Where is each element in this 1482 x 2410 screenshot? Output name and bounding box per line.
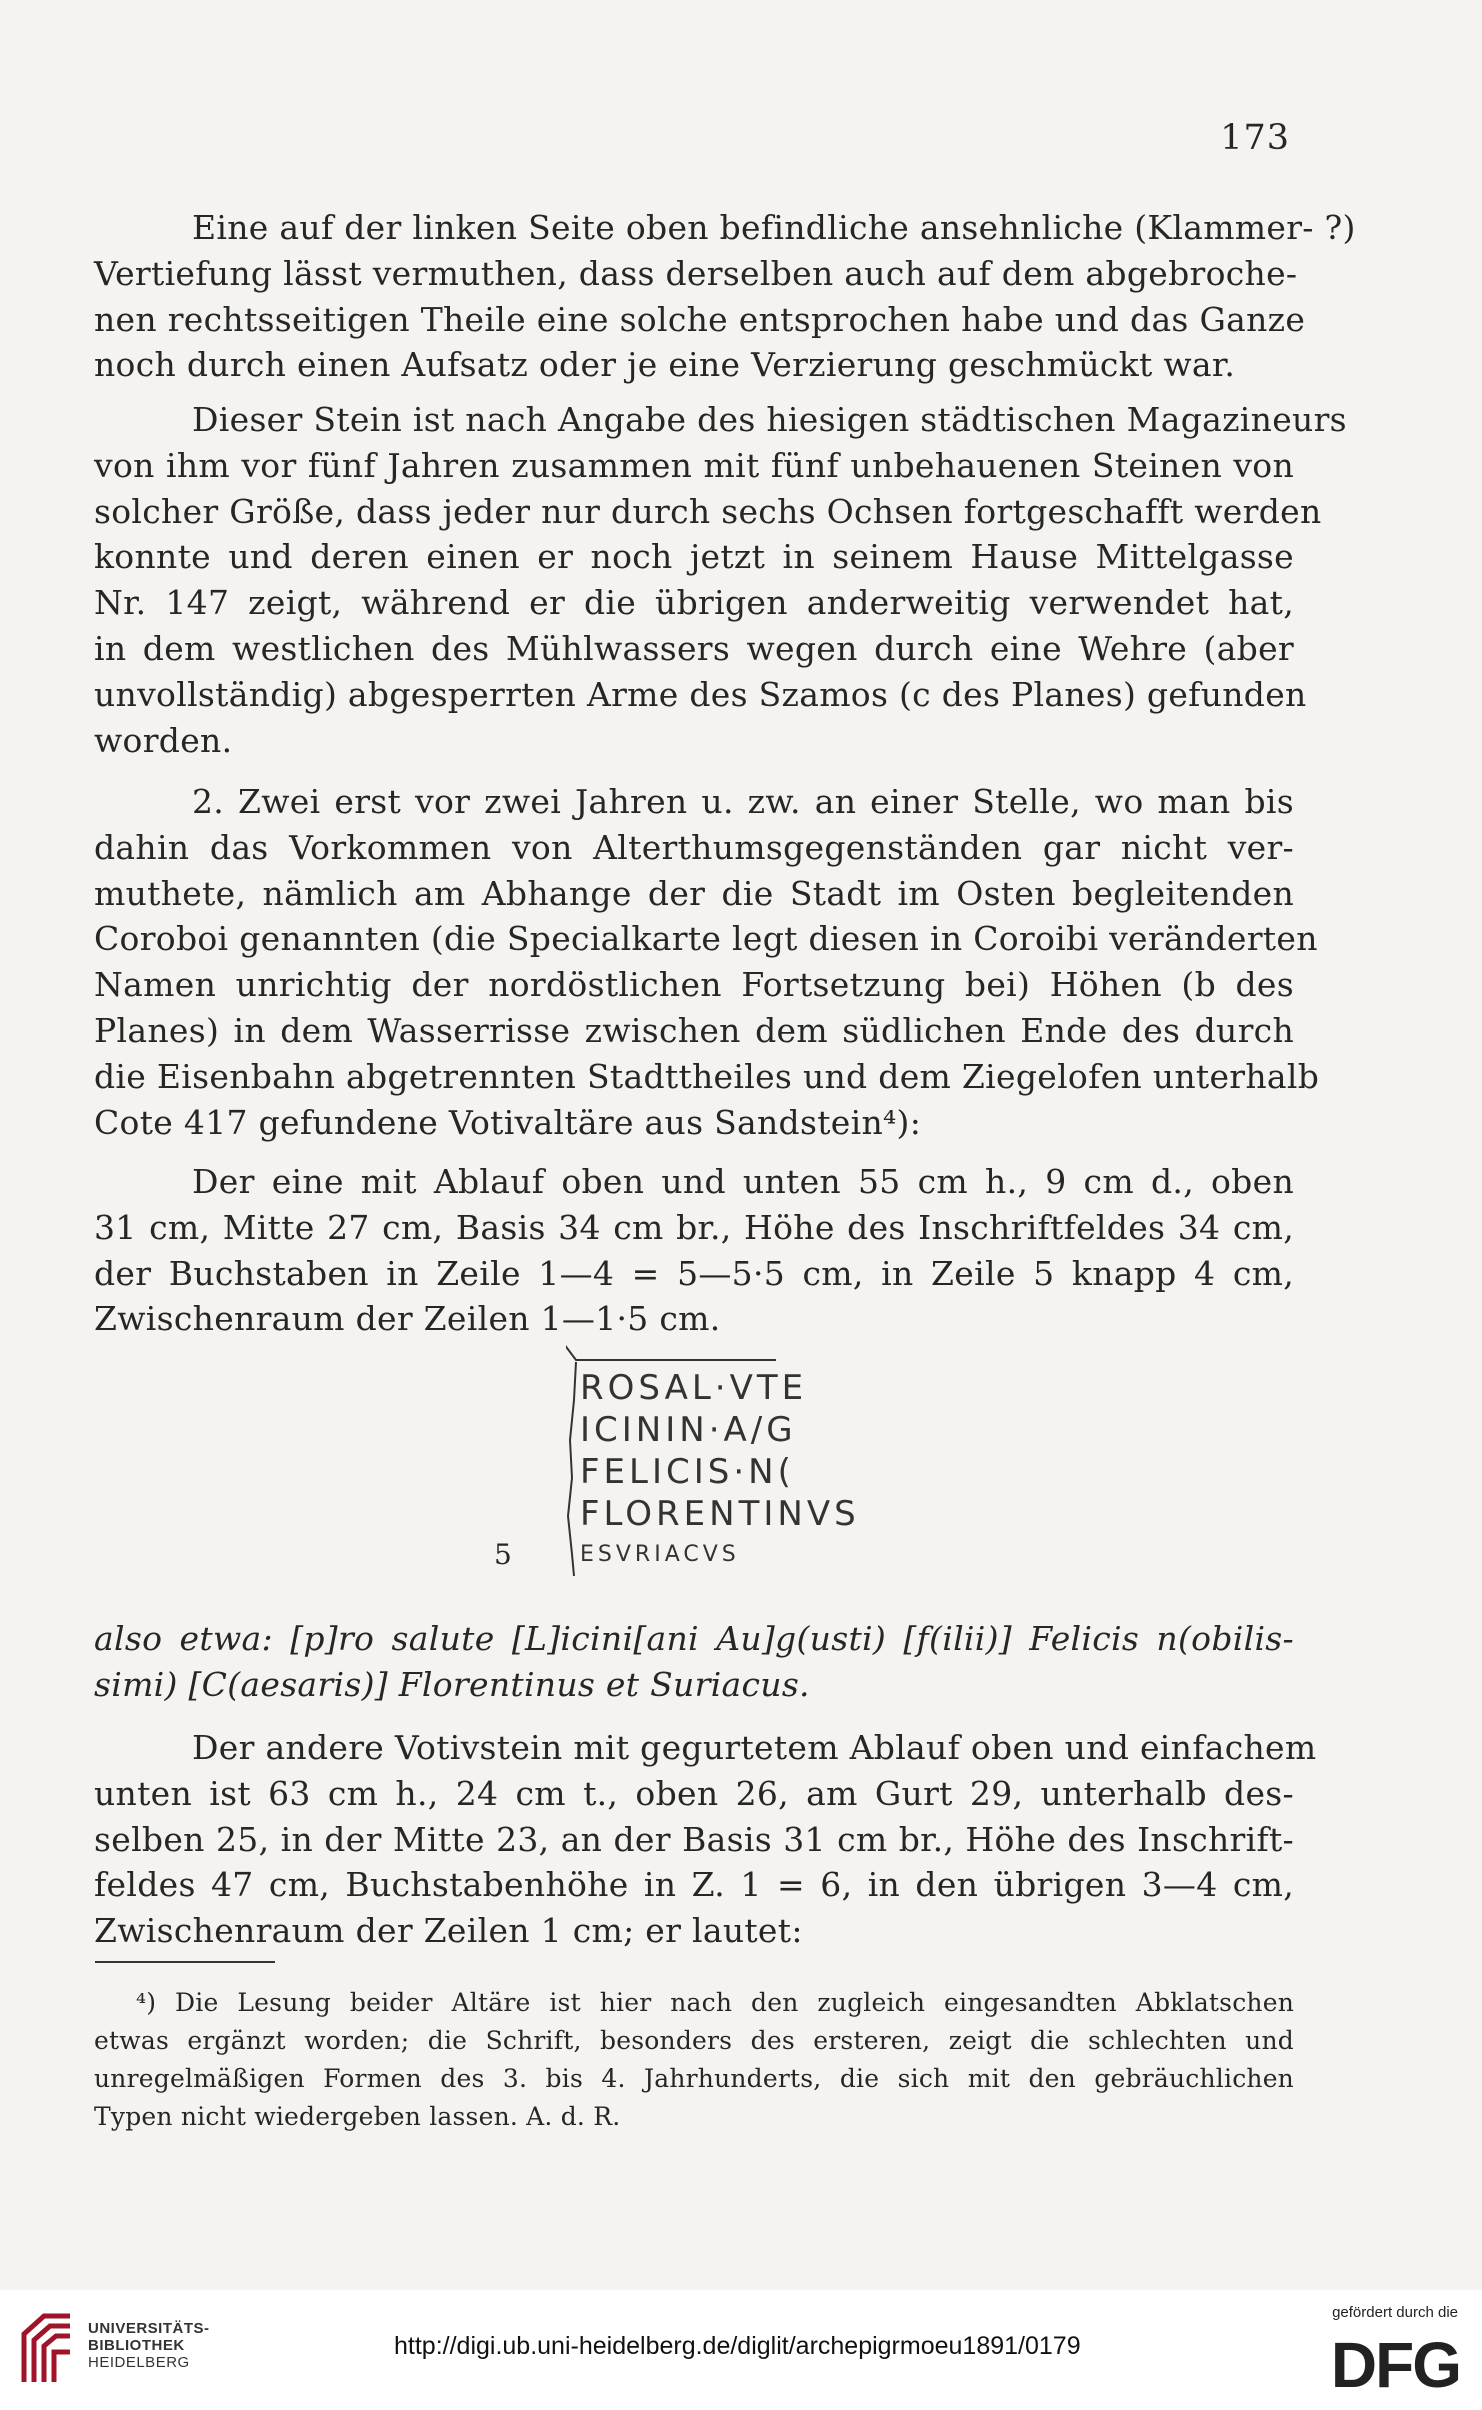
text-line: Nr. 147 zeigt, während er die übrigen anderweitig verwendet hat, <box>94 583 1294 623</box>
text-line: Vertiefung lässt vermuthen, dass derselben auch auf dem abgebroche- <box>94 253 1298 293</box>
text-line: solcher Größe, dass jeder nur durch sechs Ochsen fortgeschafft werden <box>94 491 1322 531</box>
inscription-line-5: ESVRIACVS <box>580 1542 740 1567</box>
inscription-line-2: ICININ·A/G <box>580 1410 797 1450</box>
text-line: von ihm vor fünf Jahren zusammen mit fünf unbehauenen Steinen von <box>94 445 1294 485</box>
text-line: simi) [C(aesaris)] Florentinus et Suriacus. <box>94 1664 810 1704</box>
text-line: Planes) in dem Wasserrisse zwischen dem südlichen Ende des durch <box>94 1010 1294 1050</box>
university-library-logo-icon <box>16 2312 78 2386</box>
footnote-line: unregelmäßigen Formen des 3. bis 4. Jahrhunderts, die sich mit den gebräuchlichen <box>94 2064 1294 2093</box>
text-line: muthete, nämlich am Abhange der die Stadt im Osten begleitenden <box>94 873 1294 913</box>
text-line: Der andere Votivstein mit gegurtetem Ablauf oben und einfachem <box>192 1728 1317 1767</box>
text-line: selben 25, in der Mitte 23, an der Basis 31 cm br., Höhe des Inschrift- <box>94 1819 1294 1859</box>
text-line: Coroboi genannten (die Specialkarte legt diesen in Coroibi veränderten <box>94 919 1318 959</box>
text-line: Eine auf der linken Seite oben befindliche ansehnliche (Klammer- ?) <box>192 208 1356 247</box>
text-line: unten ist 63 cm h., 24 cm t., oben 26, am Gurt 29, unterhalb des- <box>94 1773 1294 1813</box>
inscription-line-4: FLORENTINVS <box>580 1494 860 1534</box>
text-line: 2. Zwei erst vor zwei Jahren u. zw. an einer Stelle, wo man bis <box>192 782 1294 821</box>
dfg-logo: DFG <box>1330 2329 1460 2401</box>
footnote <box>94 1984 1294 2136</box>
paragraph-5 <box>94 1616 1294 1708</box>
inscription-figure <box>494 1340 860 1578</box>
inscription-line-number: 5 <box>494 1538 512 1571</box>
text-line: also etwa: [p]ro salute [L]icini[ani Au]g(usti) [f(ilii)] Felicis n(obilis- <box>94 1619 1294 1658</box>
page-number: 173 <box>1220 118 1290 158</box>
footnote-line: ⁴) Die Lesung beider Altäre ist hier nach den zugleich eingesandten Abklatschen <box>136 1988 1294 2017</box>
paragraph-6 <box>94 1725 1317 1954</box>
text-line: konnte und deren einen er noch jetzt in seinem Hause Mittelgasse <box>94 537 1294 577</box>
paragraph-3 <box>94 779 1320 1145</box>
text-line: der Buchstaben in Zeile 1—4 = 5—5·5 cm, in Zeile 5 knapp 4 cm, <box>94 1253 1294 1293</box>
footnote-line: Typen nicht wiedergeben lassen. A. d. R. <box>94 2102 621 2131</box>
text-line: Cote 417 gefundene Votivaltäre aus Sandstein⁴): <box>94 1102 922 1142</box>
paragraph-4 <box>94 1159 1294 1342</box>
funded-by-label: gefördert durch die <box>1332 2304 1458 2321</box>
text-line: in dem westlichen des Mühlwassers wegen durch eine Wehre (aber <box>94 628 1294 668</box>
footnote-line: etwas ergänzt worden; die Schrift, besonders des ersteren, zeigt die schlechten und <box>94 2026 1294 2055</box>
text-line: Namen unrichtig der nordöstlichen Fortsetzung bei) Höhen (b des <box>94 965 1294 1005</box>
text-line: 31 cm, Mitte 27 cm, Basis 34 cm br., Höhe des Inschriftfeldes 34 cm, <box>94 1207 1294 1247</box>
text-line: Zwischenraum der Zeilen 1 cm; er lautet: <box>94 1911 803 1951</box>
inscription-line-3: FELICIS·N( <box>580 1452 795 1492</box>
text-line: die Eisenbahn abgetrennten Stadttheiles und dem Ziegelofen unterhalb <box>94 1056 1320 1096</box>
library-line-3: HEIDELBERG <box>88 2354 190 2371</box>
library-name <box>88 2320 210 2371</box>
paragraph-1 <box>94 205 1356 388</box>
footnote-divider <box>95 1961 275 1963</box>
text-line: feldes 47 cm, Buchstabenhöhe in Z. 1 = 6, in den übrigen 3—4 cm, <box>94 1865 1294 1905</box>
text-line: Zwischenraum der Zeilen 1—1·5 cm. <box>94 1299 721 1339</box>
library-line-2: BIBLIOTHEK <box>88 2337 185 2354</box>
library-line-1: UNIVERSITÄTS- <box>88 2320 210 2337</box>
text-line: nen rechtsseitigen Theile eine solche entsprochen habe und das Ganze <box>94 299 1306 339</box>
text-line: worden. <box>94 720 233 760</box>
inscription-line-1: ROSAL·VTE <box>580 1368 808 1408</box>
paragraph-2 <box>94 397 1347 763</box>
permalink-url[interactable]: http://digi.ub.uni-heidelberg.de/diglit/archepigrmoeu1891/0179 <box>394 2332 1081 2360</box>
text-line: dahin das Vorkommen von Alterthumsgegenständen gar nicht ver- <box>94 827 1294 867</box>
text-line: unvollständig) abgesperrten Arme des Szamos (c des Planes) gefunden <box>94 674 1307 714</box>
text-line: Der eine mit Ablauf oben und unten 55 cm h., 9 cm d., oben <box>192 1162 1294 1201</box>
text-line: Dieser Stein ist nach Angabe des hiesigen städtischen Magazineurs <box>192 400 1347 439</box>
text-line: noch durch einen Aufsatz oder je eine Verzierung geschmückt war. <box>94 345 1236 385</box>
